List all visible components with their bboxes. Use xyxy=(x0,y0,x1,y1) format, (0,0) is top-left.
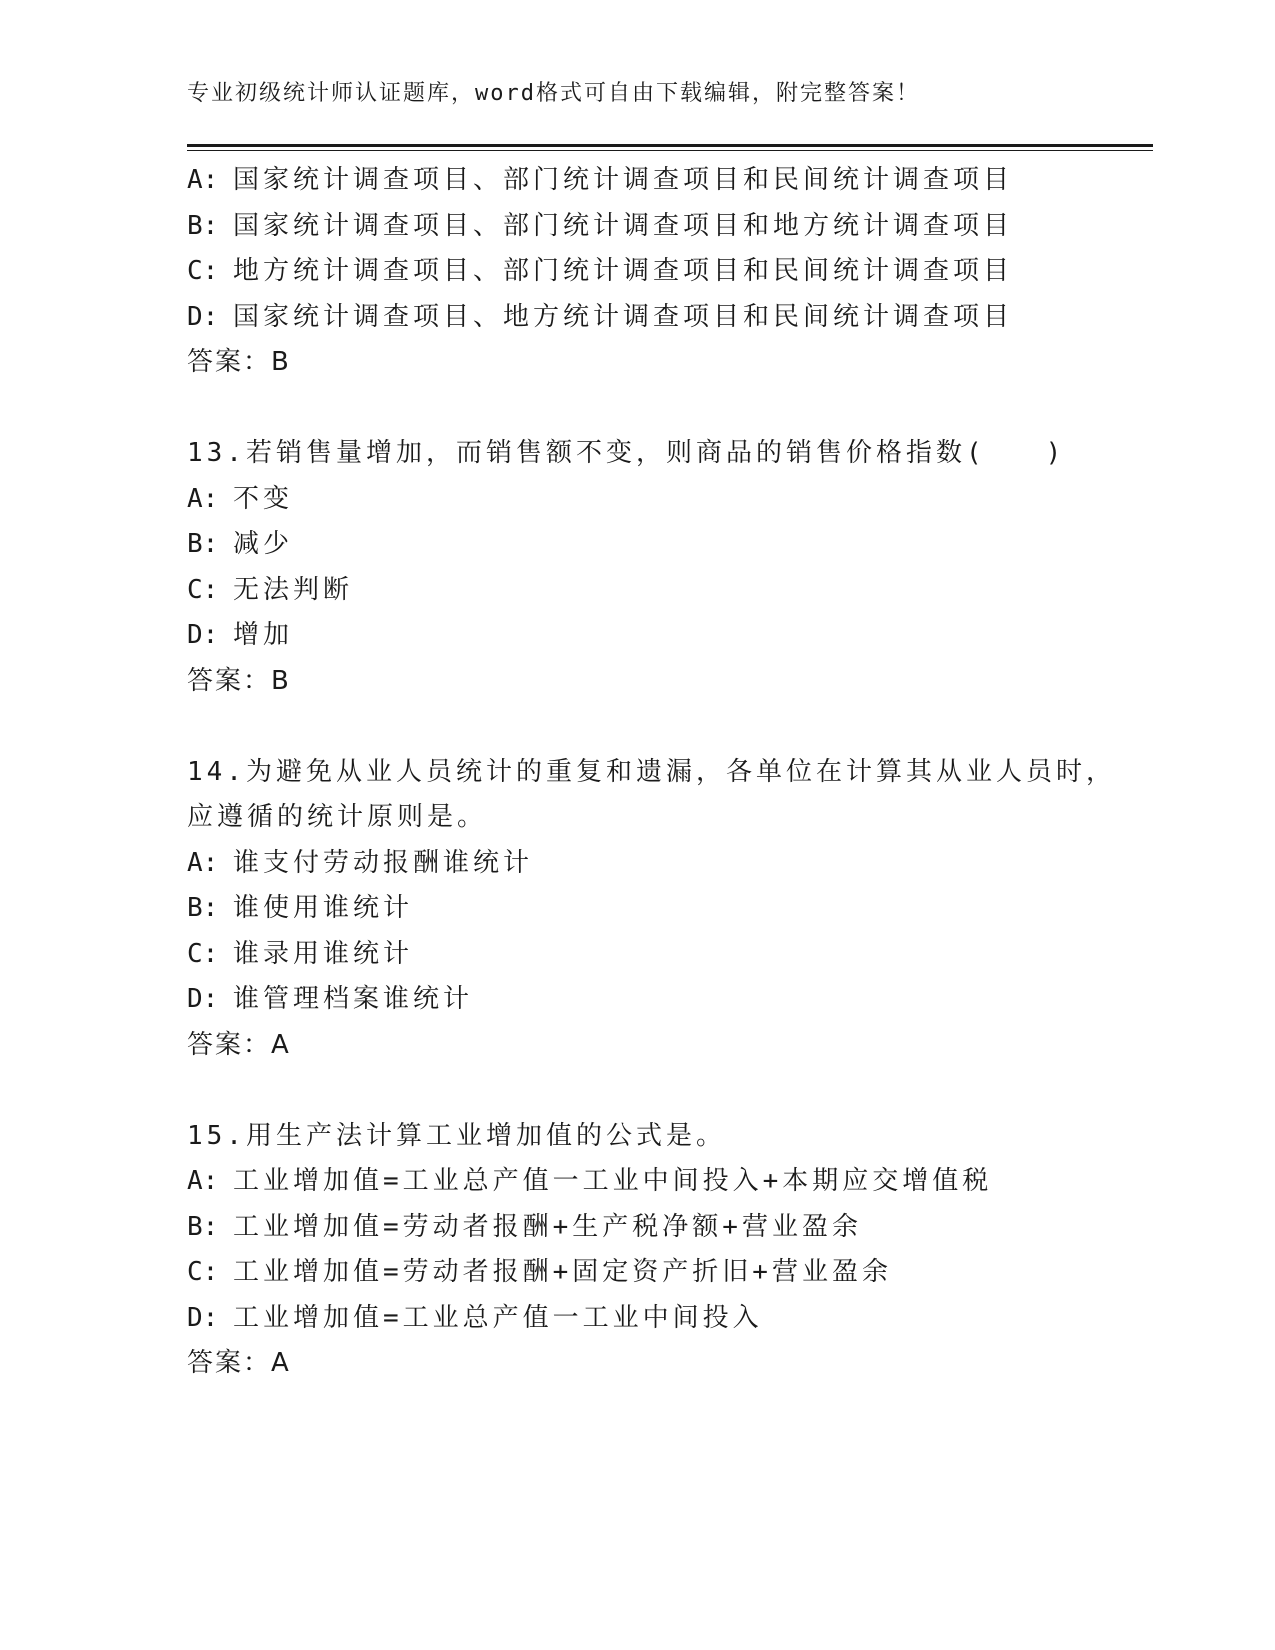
option-letter: D: xyxy=(187,620,219,650)
option-letter: B: xyxy=(187,210,219,241)
option-letter: D: xyxy=(187,1302,219,1333)
option-d xyxy=(187,295,1153,341)
option-text: 谁管理档案谁统计 xyxy=(233,984,474,1014)
spacer xyxy=(187,386,1153,432)
option-c xyxy=(187,249,1153,295)
answer: 答案：A xyxy=(187,1029,291,1060)
page-header: 专业初级统计师认证题库，word格式可自由下载编辑，附完整答案！ xyxy=(187,81,920,106)
option-text: 工业增加值=劳动者报酬+生产税净额+营业盈余 xyxy=(233,1211,862,1242)
answer: 答案：A xyxy=(187,1348,291,1378)
option-d xyxy=(187,1296,1153,1342)
option-text: 减少 xyxy=(233,529,294,559)
question-13 xyxy=(187,431,1153,704)
header-rule-thin xyxy=(187,150,1153,151)
question-text: 15.用生产法计算工业增加值的公式是。 xyxy=(187,1120,726,1151)
option-letter: D: xyxy=(187,301,219,332)
question-text-line-2: 应遵循的统计原则是。 xyxy=(187,802,488,832)
option-text: 谁支付劳动报酬谁统计 xyxy=(233,847,534,878)
option-text: 工业增加值=工业总产值一工业中间投入+本期应交增值税 xyxy=(233,1166,993,1196)
option-letter: A: xyxy=(187,165,219,195)
option-text: 地方统计调查项目、部门统计调查项目和民间统计调查项目 xyxy=(233,256,1014,286)
answer: 答案：B xyxy=(187,347,291,377)
option-b xyxy=(187,204,1153,250)
option-b xyxy=(187,522,1153,568)
question-text: 13.若销售量增加，而销售额不变，则商品的销售价格指数( ) xyxy=(187,438,1066,468)
option-letter: A: xyxy=(187,1166,219,1196)
option-a xyxy=(187,841,1153,887)
option-a xyxy=(187,1159,1153,1205)
option-letter: C: xyxy=(187,574,219,605)
option-letter: C: xyxy=(187,256,219,286)
option-letter: A: xyxy=(187,483,219,514)
option-c xyxy=(187,1250,1153,1296)
option-a xyxy=(187,477,1153,523)
question-list xyxy=(187,158,1153,1387)
option-text: 国家统计调查项目、部门统计调查项目和地方统计调查项目 xyxy=(233,210,1014,241)
option-letter: B: xyxy=(187,1211,219,1242)
question-14 xyxy=(187,750,1153,1069)
question-12 xyxy=(187,158,1153,386)
option-text: 谁录用谁统计 xyxy=(233,938,414,969)
option-text: 不变 xyxy=(233,483,294,514)
option-c xyxy=(187,932,1153,978)
option-text: 谁使用谁统计 xyxy=(233,893,414,923)
option-letter: B: xyxy=(187,529,219,559)
header-rule-thick xyxy=(187,144,1153,147)
option-letter: D: xyxy=(187,984,219,1014)
option-a xyxy=(187,158,1153,204)
option-b xyxy=(187,1205,1153,1251)
question-text-line-1: 14.为避免从业人员统计的重复和遗漏，各单位在计算其从业人员时， xyxy=(187,756,1116,787)
option-b xyxy=(187,886,1153,932)
option-text: 工业增加值=劳动者报酬+固定资产折旧+营业盈余 xyxy=(233,1257,892,1287)
option-letter: C: xyxy=(187,1257,219,1287)
option-text: 无法判断 xyxy=(233,574,354,605)
spacer xyxy=(187,704,1153,750)
option-letter: B: xyxy=(187,893,219,923)
spacer xyxy=(187,1068,1153,1114)
question-15 xyxy=(187,1114,1153,1387)
option-d xyxy=(187,977,1153,1023)
option-d xyxy=(187,613,1153,659)
option-letter: A: xyxy=(187,847,219,878)
answer: 答案：B xyxy=(187,665,291,696)
option-c xyxy=(187,568,1153,614)
option-text: 增加 xyxy=(233,620,294,650)
option-text: 国家统计调查项目、地方统计调查项目和民间统计调查项目 xyxy=(233,301,1014,332)
option-letter: C: xyxy=(187,938,219,969)
option-text: 国家统计调查项目、部门统计调查项目和民间统计调查项目 xyxy=(233,165,1014,195)
option-text: 工业增加值=工业总产值一工业中间投入 xyxy=(233,1302,763,1333)
